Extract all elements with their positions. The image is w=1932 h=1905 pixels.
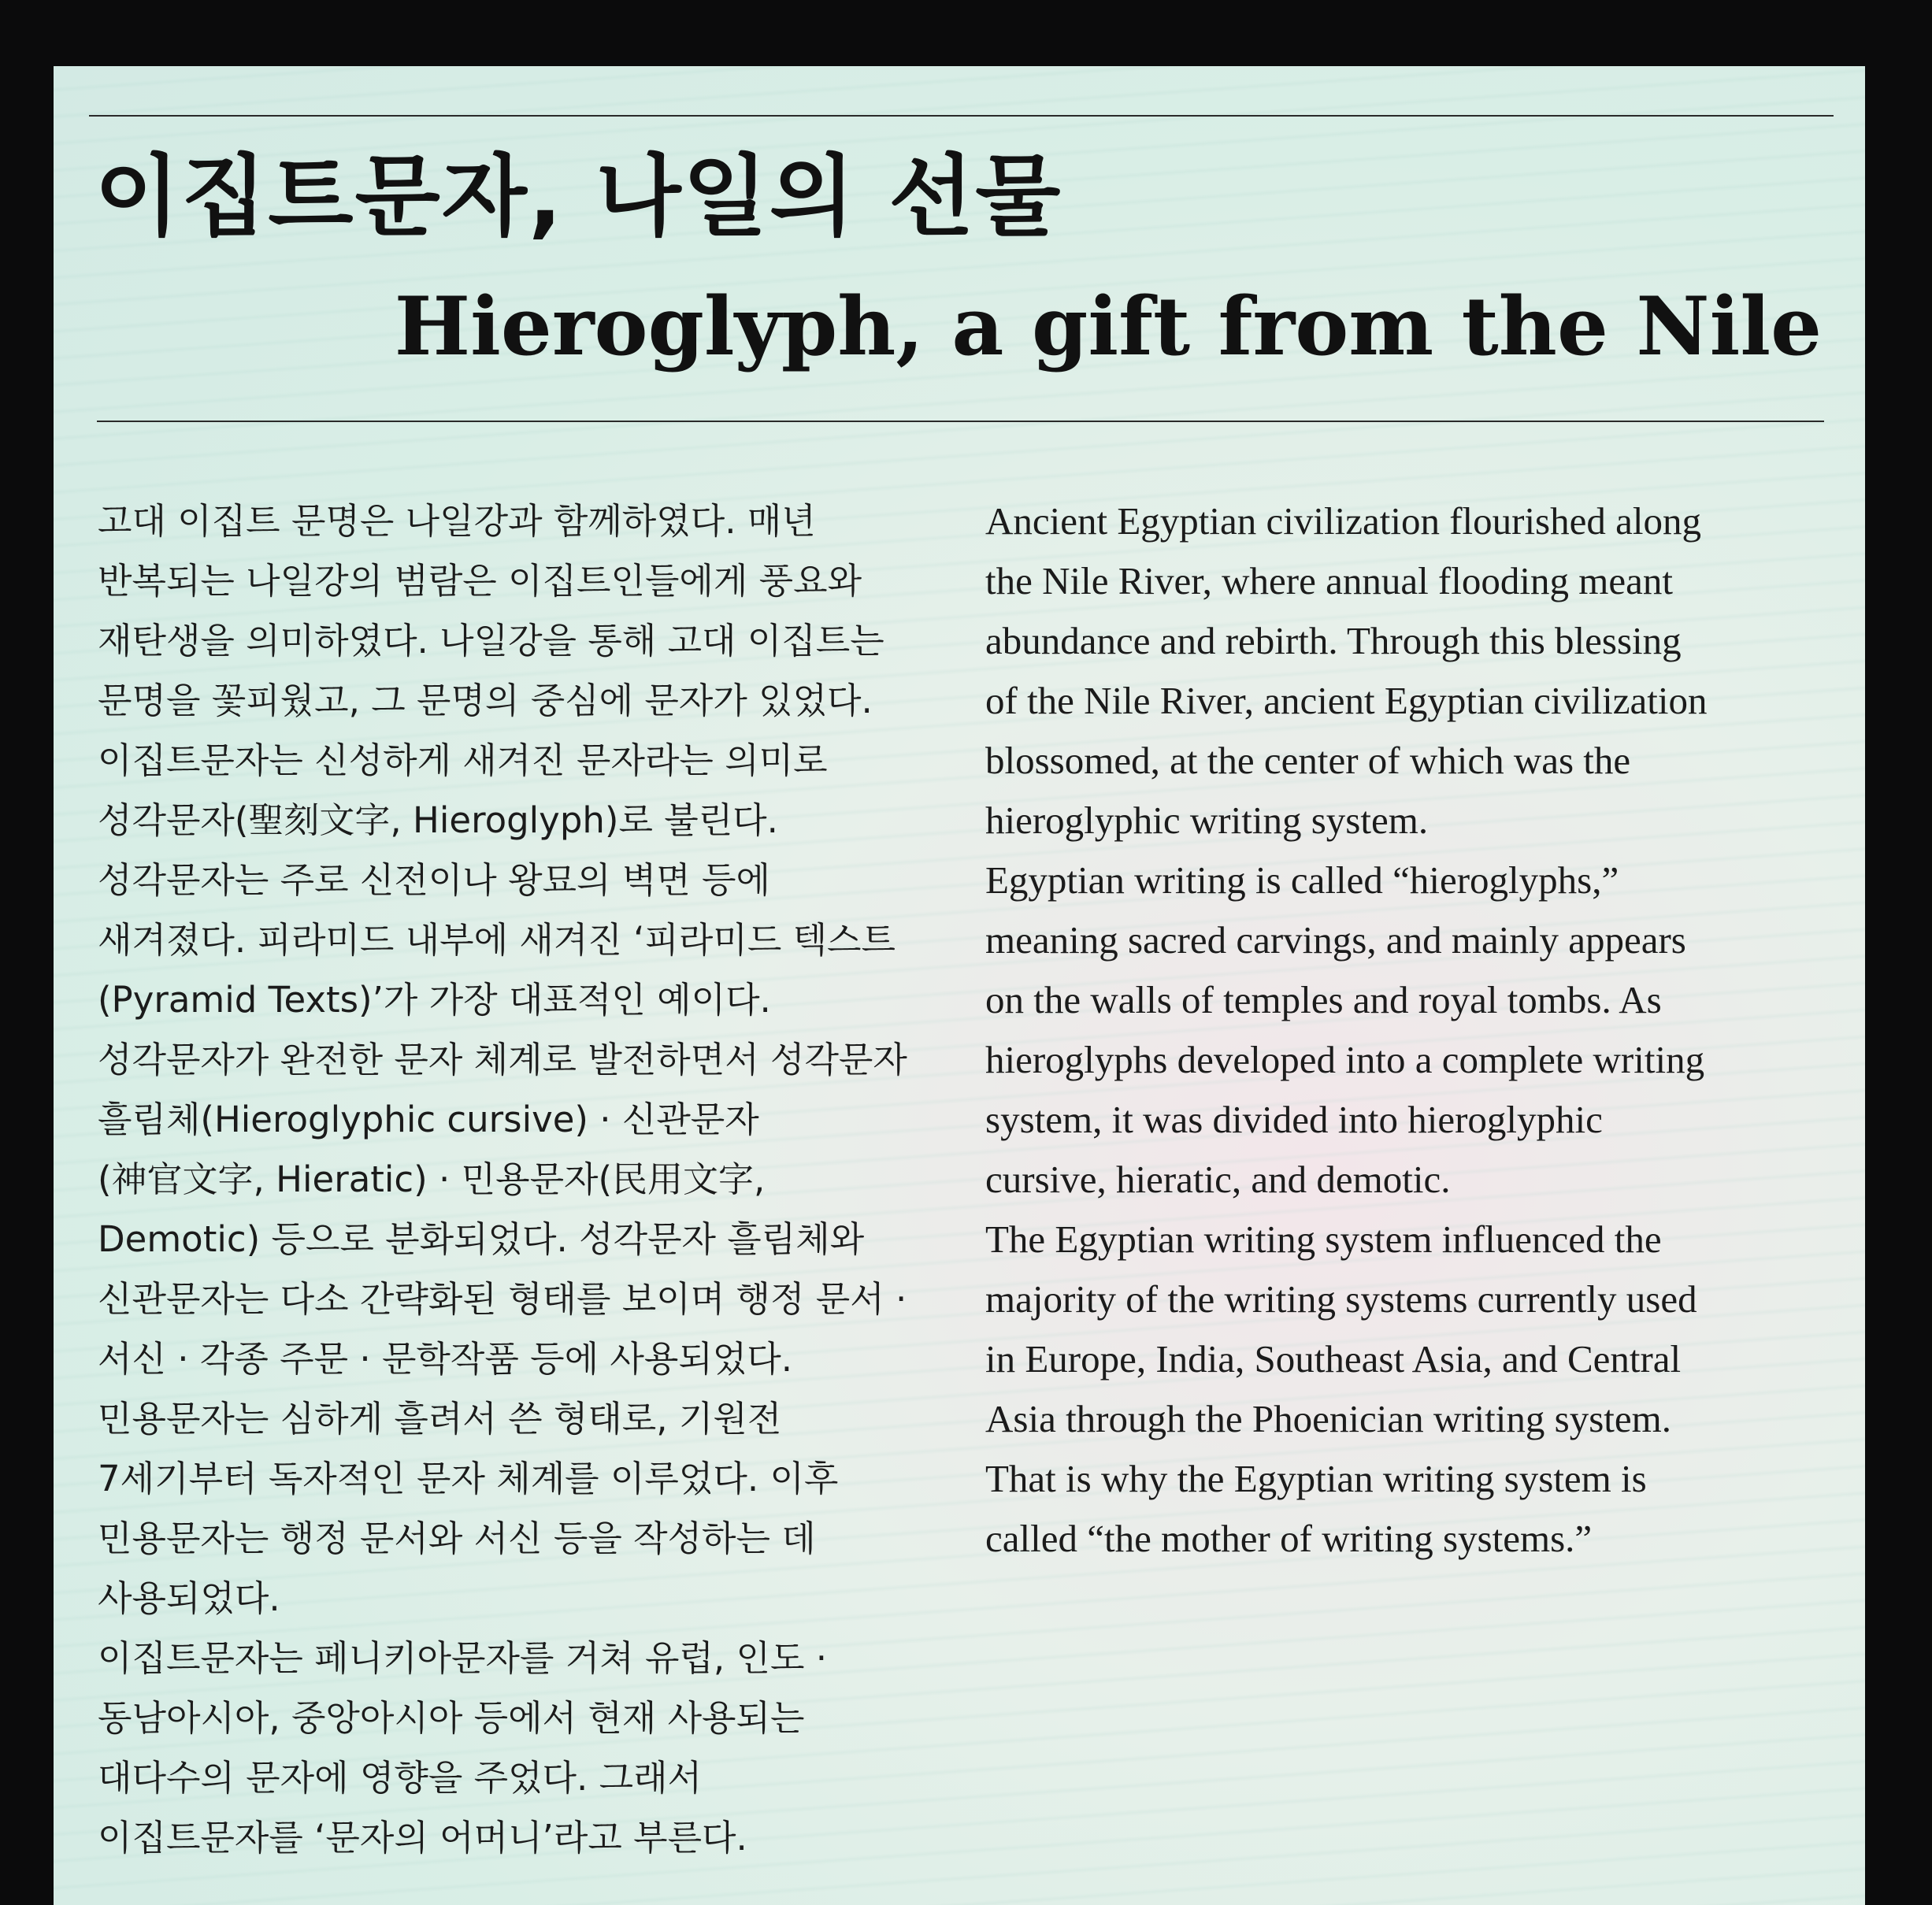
korean-text-line: 반복되는 나일강의 범람은 이집트인들에게 풍요와 (98, 560, 862, 602)
english-text-line: on the walls of temples and royal tombs. As (985, 978, 1662, 1021)
korean-text-line: 문명을 꽃피웠고, 그 문명의 중심에 문자가 있었다. (98, 680, 873, 721)
english-text-line: the Nile River, where annual flooding meant (985, 559, 1673, 602)
korean-text-line: 민용문자는 행정 문서와 서신 등을 작성하는 데 (98, 1518, 816, 1559)
korean-text-line: 성각문자가 완전한 문자 체계로 발전하면서 성각문자 (98, 1039, 907, 1080)
korean-text-line: 고대 이집트 문명은 나일강과 함께하였다. 매년 (98, 500, 816, 542)
korean-text-column (98, 491, 988, 1868)
korean-text-line: 성각문자는 주로 신전이나 왕묘의 벽면 등에 (98, 859, 770, 901)
korean-text-line: 이집트문자는 신성하게 새겨진 문자라는 의미로 (98, 739, 828, 781)
english-text-line: called “the mother of writing systems.” (985, 1517, 1593, 1560)
korean-text-line: 사용되었다. (98, 1577, 280, 1619)
korean-text-line: (Pyramid Texts)’가 가장 대표적인 예이다. (98, 979, 771, 1021)
english-text-line: hieroglyphs developed into a complete writing (985, 1038, 1705, 1081)
english-text-line: hieroglyphic writing system. (985, 799, 1429, 842)
top-rule (89, 115, 1834, 117)
english-text-line: That is why the Egyptian writing system is (985, 1457, 1647, 1500)
korean-text-line: 이집트문자는 페니키아문자를 거쳐 유럽, 인도 · (98, 1637, 828, 1679)
korean-text-line: (神官文字, Hieratic) · 민용문자(民用文字, (98, 1158, 766, 1200)
korean-text-line: 신관문자는 다소 간략화된 형태를 보이며 행정 문서 · (98, 1278, 907, 1320)
english-text-line: cursive, hieratic, and demotic. (985, 1158, 1451, 1201)
english-text-line: meaning sacred carvings, and mainly appears (985, 918, 1686, 962)
korean-text-line: 서신 · 각종 주문 · 문학작품 등에 사용되었다. (98, 1338, 793, 1380)
korean-text-line: 동남아시아, 중앙아시아 등에서 현재 사용되는 (98, 1697, 805, 1739)
english-text-line: in Europe, India, Southeast Asia, and Central (985, 1337, 1682, 1381)
english-text-line: blossomed, at the center of which was the (985, 739, 1631, 782)
english-text-line: majority of the writing systems currently used (985, 1277, 1697, 1321)
korean-text-line: 민용문자는 심하게 흘려서 쓴 형태로, 기원전 (98, 1398, 782, 1440)
english-text-line: Egyptian writing is called “hieroglyphs,” (985, 858, 1619, 902)
korean-text-line: 흘림체(Hieroglyphic cursive) · 신관문자 (98, 1099, 759, 1140)
title-bottom-rule (97, 421, 1824, 422)
english-text-column (985, 491, 1860, 1569)
english-text-line: Asia through the Phoenician writing system. (985, 1397, 1671, 1440)
korean-text-line: 이집트문자를 ‘문자의 어머니’라고 부른다. (98, 1817, 747, 1859)
english-text-line: of the Nile River, ancient Egyptian civilization (985, 679, 1708, 722)
title-english: Hieroglyph, a gift from the Nile (394, 280, 1822, 374)
english-text-line: Ancient Egyptian civilization flourished along (985, 499, 1701, 543)
english-text-line: abundance and rebirth. Through this blessing (985, 619, 1682, 662)
korean-text-line: 성각문자(聖刻文字, Hieroglyph)로 불린다. (98, 799, 778, 841)
display-screen (54, 66, 1865, 1905)
korean-text-line: Demotic) 등으로 분화되었다. 성각문자 흘림체와 (98, 1218, 865, 1260)
english-text-line: system, it was divided into hieroglyphic (985, 1098, 1603, 1141)
korean-text-line: 7세기부터 독자적인 문자 체계를 이루었다. 이후 (98, 1458, 839, 1499)
english-text-line: The Egyptian writing system influenced the (985, 1217, 1662, 1261)
korean-text-line: 재탄생을 의미하였다. 나일강을 통해 고대 이집트는 (98, 620, 884, 662)
title-korean: 이집트문자, 나일의 선물 (95, 146, 1062, 248)
korean-text-line: 새겨졌다. 피라미드 내부에 새겨진 ‘피라미드 텍스트 (98, 919, 896, 961)
korean-text-line: 대다수의 문자에 영향을 주었다. 그래서 (98, 1757, 703, 1799)
